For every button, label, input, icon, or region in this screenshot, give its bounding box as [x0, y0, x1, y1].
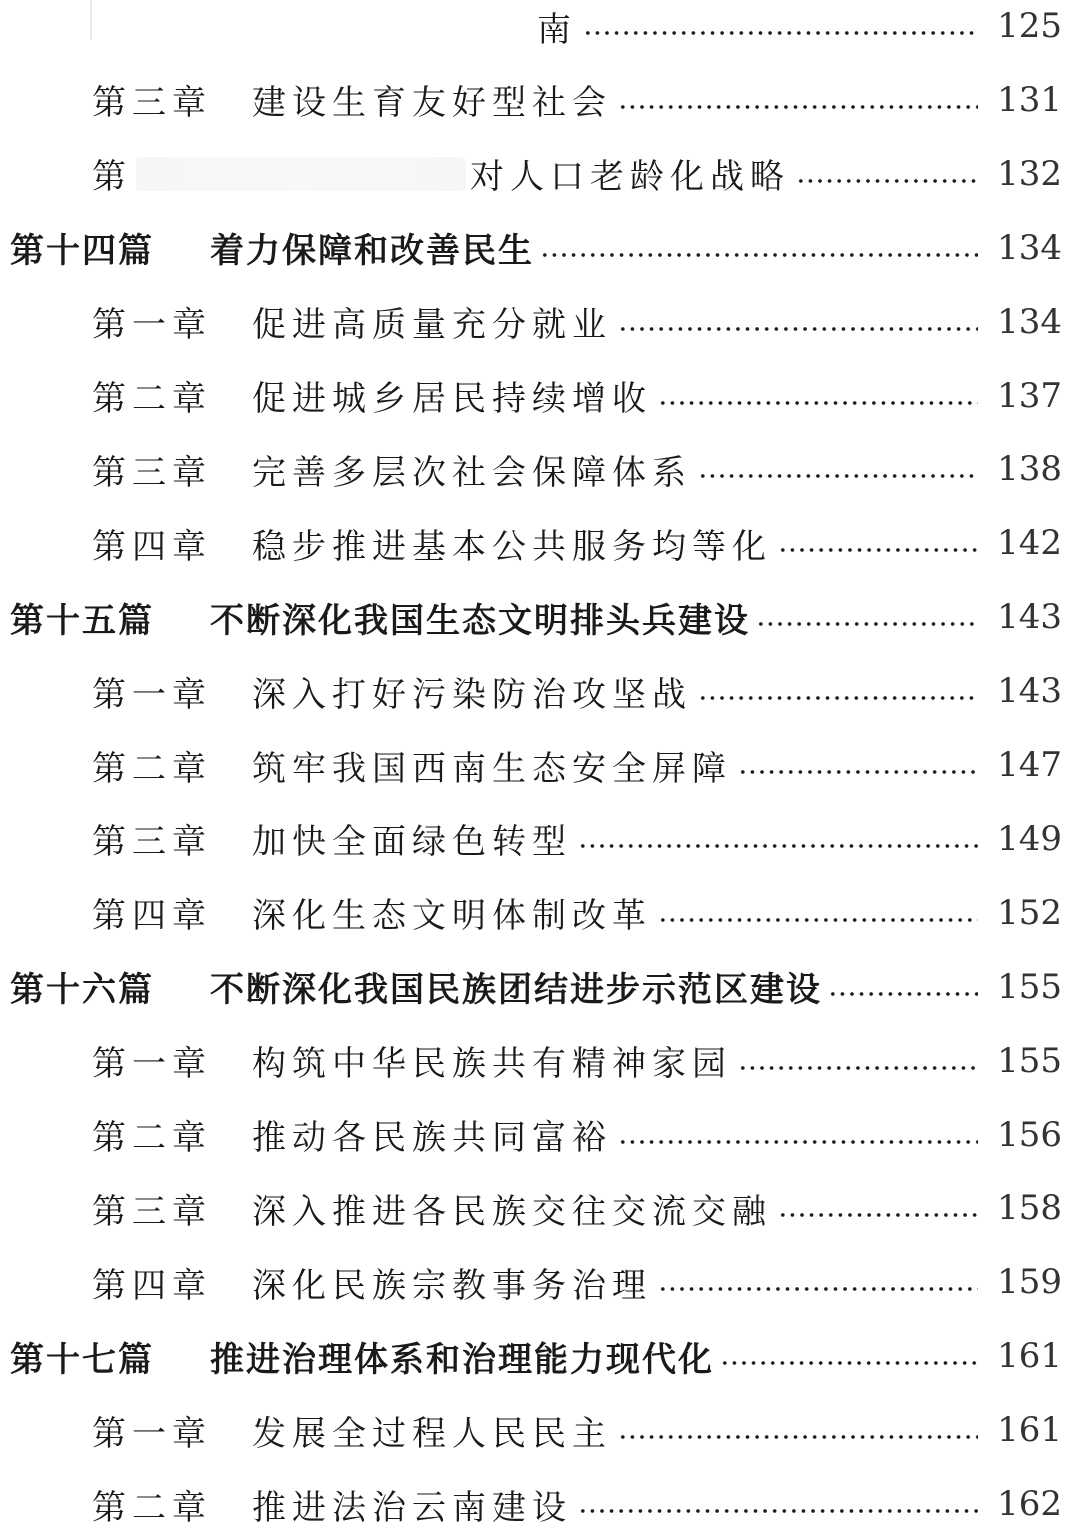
toc-entry-label: 第三章 [92, 1191, 212, 1232]
toc-entry-title-text: 促进城乡居民持续增收 [252, 379, 652, 419]
toc-entry-title [210, 593, 750, 642]
toc-entry-label: 第三章 [92, 452, 212, 493]
toc-entry-title [252, 814, 572, 863]
toc-entry-title [210, 223, 534, 272]
toc-entry-title-text: 深化生态文明体制改革 [252, 896, 652, 937]
toc-entry-label: 第四章 [92, 1265, 212, 1306]
toc-chapter-entry[interactable] [0, 1400, 1080, 1460]
toc-entry-label: 第十五篇 [10, 600, 154, 641]
dot-leader [583, 31, 978, 35]
toc-page-number: 142 [997, 523, 1062, 564]
toc-entry-title [252, 445, 692, 494]
toc-entry-title [252, 1406, 612, 1455]
toc-page-number: 138 [997, 449, 1062, 490]
toc-entry-label: 第四章 [92, 526, 212, 567]
toc-page-number: 161 [997, 1336, 1062, 1377]
dot-leader [618, 105, 978, 109]
toc-chapter-entry[interactable] [0, 513, 1080, 573]
toc-page-number: 131 [997, 79, 1062, 120]
dot-leader [618, 1140, 978, 1144]
toc-entry-label: 第三章 [92, 83, 212, 124]
toc-entry-title [252, 1036, 732, 1085]
toc-entry-title [252, 1258, 652, 1307]
toc-entry-title-text: 建设生育友好型社会 [252, 83, 612, 124]
toc-entry-label: 第 [92, 157, 132, 198]
toc-chapter-entry[interactable] [0, 1105, 1080, 1165]
toc-continued-entry[interactable] [0, 0, 1080, 56]
toc-entry-title-text: 深化民族宗教事务治理 [252, 1265, 652, 1306]
toc-entry-title-text: 深入打好污染防治攻坚战 [252, 674, 692, 715]
toc-entry-title [252, 519, 772, 568]
toc-entry-title [252, 888, 652, 937]
dot-leader [698, 474, 978, 478]
toc-entry-label: 第十六篇 [10, 970, 154, 1011]
toc-entry-label: 第二章 [92, 1487, 212, 1528]
toc-part-entry[interactable] [0, 1326, 1080, 1386]
toc-entry-title [252, 371, 652, 420]
toc-page-number: 162 [997, 1484, 1062, 1524]
toc-page-number: 125 [997, 6, 1062, 46]
toc-page-number: 147 [997, 745, 1062, 785]
toc-entry-title-text: 南 [537, 9, 577, 50]
toc-entry-label: 第三章 [92, 822, 212, 863]
toc-entry-title-text: 深入推进各民族交往交流交融 [252, 1191, 772, 1232]
toc-chapter-entry[interactable] [0, 735, 1080, 795]
toc-chapter-entry[interactable] [0, 366, 1080, 426]
toc-entry-title [537, 2, 577, 51]
dot-leader [720, 1361, 978, 1365]
dot-leader [658, 401, 978, 405]
toc-page-number: 132 [997, 153, 1062, 194]
toc-chapter-entry[interactable] [0, 144, 1080, 204]
dot-leader [756, 622, 978, 626]
toc-entry-title [252, 75, 612, 124]
toc-page-number: 143 [997, 671, 1062, 712]
toc-entry-label: 第二章 [92, 748, 212, 789]
dot-leader [778, 1213, 978, 1217]
toc-page-number: 134 [997, 301, 1062, 342]
dot-leader [698, 696, 978, 700]
toc-entry-title [252, 667, 692, 716]
toc-page-number: 161 [997, 1410, 1062, 1451]
toc-entry-title [210, 1332, 714, 1381]
toc-entry-title-text: 推进治理体系和治理能力现代化 [210, 1339, 714, 1380]
toc-entry-label: 第十七篇 [10, 1339, 154, 1380]
obscured-text-region [136, 157, 466, 191]
toc-entry-label: 第一章 [92, 674, 212, 715]
toc-entry-title [252, 741, 732, 790]
dot-leader [578, 844, 978, 848]
toc-entry-label: 第一章 [92, 305, 212, 346]
toc-entry-title-text: 筑牢我国西南生态安全屏障 [252, 748, 732, 789]
toc-part-entry[interactable] [0, 218, 1080, 278]
toc-entry-title-text: 构筑中华民族共有精神家园 [252, 1044, 732, 1085]
toc-chapter-entry[interactable] [0, 1474, 1080, 1534]
toc-part-entry[interactable] [0, 957, 1080, 1017]
toc-chapter-entry[interactable] [0, 661, 1080, 721]
toc-entry-title-text: 对人口老龄化战略 [470, 157, 790, 198]
toc-chapter-entry[interactable] [0, 883, 1080, 943]
toc-entry-title [252, 297, 612, 346]
toc-chapter-entry[interactable] [0, 439, 1080, 499]
dot-leader [540, 253, 978, 257]
toc-page-number: 158 [997, 1188, 1062, 1229]
toc-chapter-entry[interactable] [0, 1178, 1080, 1238]
toc-entry-title-text: 推进法治云南建设 [252, 1487, 572, 1528]
toc-chapter-entry[interactable] [0, 809, 1080, 869]
dot-leader [738, 1066, 978, 1070]
dot-leader [658, 1287, 978, 1291]
toc-entry-title [252, 1480, 572, 1529]
toc-entry-title [210, 962, 822, 1011]
toc-entry-title-text: 不断深化我国民族团结进步示范区建设 [210, 970, 822, 1011]
toc-page-number: 155 [997, 1040, 1062, 1081]
dot-leader [738, 770, 978, 774]
toc-page-number: 137 [997, 375, 1062, 416]
toc-entry-title-text: 推动各民族共同富裕 [252, 1118, 612, 1158]
toc-page-number: 156 [997, 1114, 1062, 1155]
dot-leader [658, 918, 978, 922]
toc-entry-label: 第四章 [92, 896, 212, 937]
toc-page-number: 155 [997, 966, 1062, 1007]
toc-entry-label: 第一章 [92, 1044, 212, 1085]
toc-entry-label: 第二章 [92, 1118, 212, 1158]
toc-chapter-entry[interactable] [0, 1031, 1080, 1091]
toc-chapter-entry[interactable] [0, 70, 1080, 130]
toc-chapter-entry[interactable] [0, 292, 1080, 352]
dot-leader [796, 179, 978, 183]
toc-entry-title-text: 稳步推进基本公共服务均等化 [252, 526, 772, 567]
toc-entry-title-text: 不断深化我国生态文明排头兵建设 [210, 600, 750, 641]
toc-page-number: 134 [997, 227, 1062, 268]
dot-leader [828, 992, 978, 996]
toc-entry-title-text: 发展全过程人民民主 [252, 1413, 612, 1454]
toc-part-entry[interactable] [0, 587, 1080, 647]
toc-chapter-entry[interactable] [0, 1252, 1080, 1312]
toc-page-number: 143 [997, 597, 1062, 638]
toc-entry-label: 第一章 [92, 1413, 212, 1454]
toc-entry-title [470, 149, 790, 198]
toc-entry-label: 第二章 [92, 379, 212, 419]
toc-entry-title [252, 1110, 612, 1159]
toc-entry-title [252, 1184, 772, 1233]
toc-entry-title-text: 完善多层次社会保障体系 [252, 452, 692, 493]
toc-entry-title-text: 加快全面绿色转型 [252, 822, 572, 863]
dot-leader [618, 1435, 978, 1439]
toc-entry-title-text: 促进高质量充分就业 [252, 305, 612, 346]
toc-entry-title-text: 着力保障和改善民生 [210, 231, 534, 272]
dot-leader [578, 1509, 978, 1513]
toc-page-number: 152 [997, 892, 1062, 933]
toc-entry-label: 第十四篇 [10, 231, 154, 272]
dot-leader [618, 327, 978, 331]
toc-page-number: 159 [997, 1262, 1062, 1303]
dot-leader [778, 548, 978, 552]
toc-page-number: 149 [997, 818, 1062, 859]
